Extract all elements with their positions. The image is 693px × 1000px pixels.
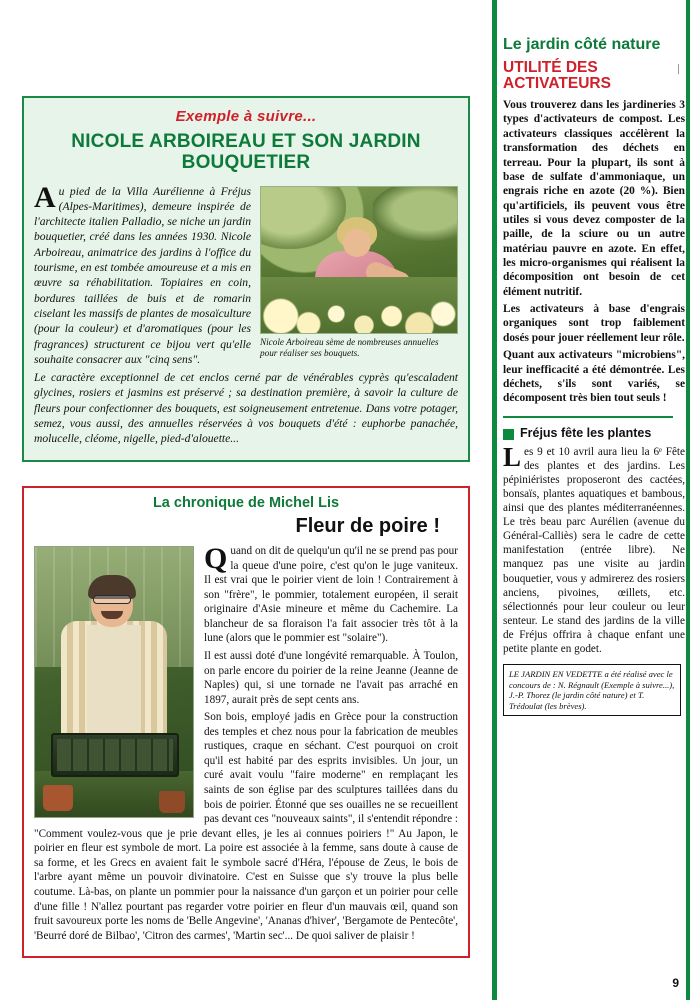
green-square-bullet-icon	[503, 429, 514, 440]
sidebar-section2-paragraph-1	[503, 441, 685, 657]
column-divider-rule	[492, 0, 497, 1000]
page-edge-rule	[686, 0, 690, 1000]
article2-dropcap: Q	[204, 542, 228, 575]
article2-title: Fleur de poire !	[295, 515, 440, 537]
seed-tray	[51, 733, 179, 777]
flower-pot-left	[43, 785, 73, 811]
glasses-icon	[93, 595, 131, 604]
sidebar-subtitle: UTILITÉ DES ACTIVATEURS	[503, 58, 611, 93]
sidebar-paragraph-1: Vous trouverez dans les jardineries 3 types d'activateurs de compost. Les activateurs classiques accélèrent la transformation des déchets en terreau. Pour la plupart, ils sont à base de sulfate d'ammoniaque, un engrais riche en azote (20 %). Bien qu'artificiels, ils peuvent vous être utiles si vous devez composter de la paille, de la sciure ou un autre matériau pauvre en azote. En effet, les micro-organismes qui réalisent la décomposition ont besoin de cet élément nutritif.	[503, 99, 685, 298]
sidebar-section2-paragraph-1-text: es 9 et 10 avril aura lieu la 6ᵉ Fête des plantes et des jardins. Les pépiniéristes proposeront des cactées, bonsaïs, plantes aquatiques et bambous, ainsi que des plantes méditerranéennes. Le très beau parc Aurélien (avenue du Général-Calliès) sera le cadre de cette manifestation (entrée libre). Ne manquez pas une visite au jardin bouquetier, vous y admirerez des rosiers anciens, pivoines, œillets, etc. sélectionnés pour leur couleur ou leur senteur. Le stand des jardins de la ville de Fréjus offrira à chaque enfant une petite plante en godet.	[503, 445, 685, 656]
sidebar-section2-title: Fréjus fête les plantes	[520, 425, 652, 440]
article1-paragraph-1-text: u pied de la Villa Aurélienne à Fréjus (Alpes-Maritimes), demeure inspirée de l'architecte italien Palladio, se niche un jardin bouquetier, créé dans les années 1930. Nicole Arboireau, animatrice des jardins à l'office du tourisme, en est tombée amoureuse et a mis en œuvre sa réhabilitation. Topiaires en coin, bordures taillées de buis et de romarin ciselant les massifs de plantes de mosaïculture (pour la couleur) et d'aromatiques (pour les fragrances) structurent ce bijou vert qu'elle souhaite consacrer aux "cinq sens".	[34, 184, 251, 366]
sidebar-section2-body	[503, 441, 685, 657]
gardener-face	[343, 229, 371, 257]
page-number: 9	[672, 976, 679, 990]
sidebar-paragraph-3: Quant aux activateurs "microbiens", leur inefficacité a été démontrée. Les déchets, s'ils sont variés, se décomposent très bien tout seuls !	[503, 349, 685, 405]
flower-pot-right	[159, 791, 185, 813]
sidebar-section2-header	[503, 426, 685, 440]
sidebar	[503, 36, 685, 716]
flower-bed	[261, 277, 458, 333]
sidebar-divider	[503, 416, 673, 418]
article2-paragraph-2: Il est aussi doté d'une longévité remarquable. À Toulon, on parle encore du poirier de la reine Jeanne (Jeanne de Naples) qui, si une tornade ne l'avait pas arraché en 1897, aurait près de sept cents ans.	[204, 649, 458, 706]
sidebar-paragraph-2: Les activateurs à base d'engrais organiques sont trop faiblement dosés pour jouer réellement leur rôle.	[503, 303, 685, 344]
article1-figure	[260, 186, 458, 359]
article2-paragraph-1-text: uand on dit de quelqu'un qu'il ne se prend pas pour la queue d'une poire, c'est qu'on le juge vaniteux. Il est vrai que le poirier vient de loin ! Contrairement à son "frère", le pommier, totalement européen, il serait originaire d'Asie mineure et même du Cachemire. La blancheur de sa floraison l'a fait associer très tôt à la lune (alors que le pommier est "solaire").	[204, 545, 458, 645]
seed-tray-cells	[57, 739, 173, 771]
article1-photo-caption: Nicole Arboireau sème de nombreuses annuelles pour réaliser ses bouquets.	[260, 336, 439, 358]
sidebar-title: Le jardin côté nature	[503, 36, 661, 53]
article2-chronique-label: La chronique de Michel Lis	[152, 495, 340, 511]
nicole-arboireau-photo	[260, 186, 458, 334]
credits-box: LE JARDIN EN VEDETTE a été réalisé avec le concours de : N. Régnault (Exemple à suivre...), J.-P. Thorez (le jardin côté nature) et T. Trédoulat (les brèves).	[503, 664, 681, 716]
article-exemple-a-suivre	[22, 96, 470, 462]
article1-kicker: Exemple à suivre...	[175, 108, 317, 125]
sidebar-section2-dropcap: L	[503, 441, 522, 472]
sidebar-body	[503, 98, 685, 406]
man-vest	[87, 625, 141, 749]
article1-paragraph-2: Le caractère exceptionnel de cet enclos cerné par de vénérables cyprès qu'escaladent glycines, rosiers et jasmins est préservé ; sa destination première, à savoir la culture de fleurs pour confectionner des bouquets, est soigneusement entretenue. Dans votre potager, semez, vous aussi, des annuelles réservées à vos bouquets d'été : euphorbe panachée, molucelle, cléome, nigelle, pied-d'alouette...	[34, 371, 458, 446]
article2-paragraph-3: Son bois, employé jadis en Grèce pour la construction des temples et chez nous pour la fabrication de meubles rustiques, craque en séchant. C'est pourquoi on croit qu'il est habité par des esprits invisibles. Un jour, un curé avait voulu "faire moderne" en remplaçant les saints de son église par des sculptures taillées dans du bois de poirier. Étonné que ses ouailles ne se recueillent pas devant ces "nouveaux saints", il s'entendit répondre : "Comment voulez-vous que je prie devant elles, je les ai connues poiriers !" Au Japon, le poirier en fleur est symbole de mort. La poire est associée à la femme, sans doute à cause de sa forme, et les Grecs en avaient fait le symbole sacré d'Héra, l'épouse de Zeus, le bois de l'arbre ayant même un pouvoir divinatoire. C'est en Suisse que s'y trouve la plus belle coutume. Là-bas, on plante un pommier pour la naissance d'un garçon et un poirier pour celle d'une fille ! N'allez pourtant pas regarder votre poirier en fleur d'un mauvais œil, quand son fruit savoureux porte les noms de 'Belle Angevine', 'Ananas d'hiver', 'Bergamote de Pentecôte', 'Beurré doré de Bilbao', 'Citron des carmes', 'Martin sec'... De quoi saliver de plaisir !	[34, 711, 458, 942]
article1-dropcap: A	[34, 180, 56, 214]
article1-title: NICOLE ARBOIREAU ET SON JARDIN BOUQUETIER	[71, 131, 421, 174]
michel-lis-photo	[34, 546, 194, 818]
article-chronique-michel-lis	[22, 486, 470, 958]
